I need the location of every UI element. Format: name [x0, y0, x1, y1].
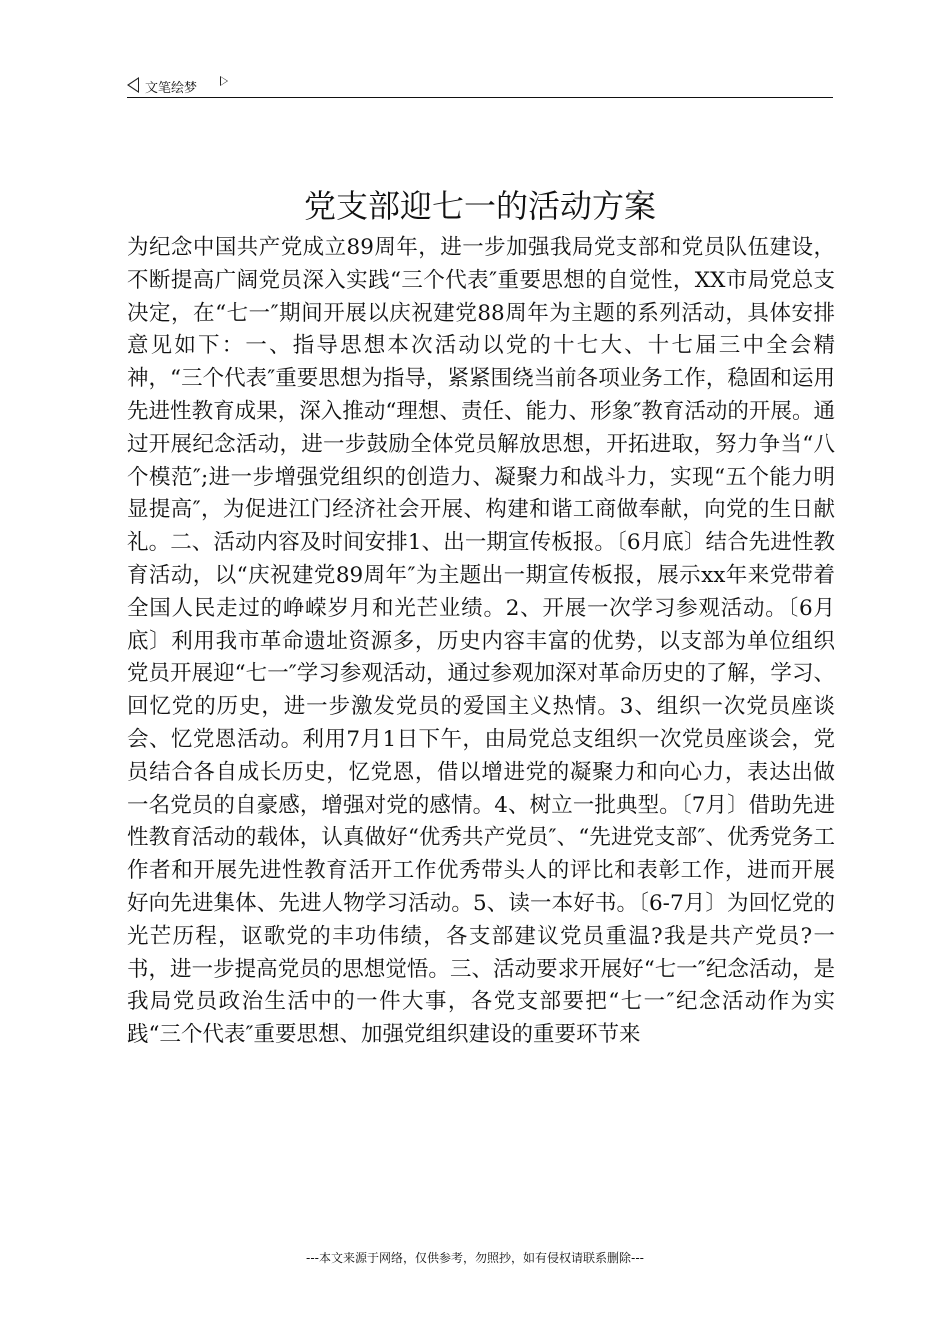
triangle-right-icon: [220, 76, 228, 86]
header-brand: 文笔绘梦: [145, 81, 198, 96]
page-header: [127, 74, 833, 98]
document-body: 为纪念中国共产党成立89周年，进一步加强我局党支部和党员队伍建设，不断提高广阔党员深入实践“三个代表″重要思想的自觉性，XX市局党总支决定，在“七一″期间开展以庆祝建党88周年为主题的系列活动，具体安排意见如下：一、指导思想本次活动以党的十七大、十七届三中全会精神，“三个代表″重要思想为指导，紧紧围绕当前各项业务工作，稳固和运用先进性教育成果，深入推动“理想、责任、能力、形象″教育活动的开展。通过开展纪念活动，进一步鼓励全体党员解放思想，开拓进取，努力争当“八个模范″;进一步增强党组织的创造力、凝聚力和战斗力，实现“五个能力明显提高″，为促进江门经济社会开展、构建和谐工商做奉献，向党的生日献礼。二、活动内容及时间安排1、出一期宣传板报。〔6月底〕结合先进性教育活动，以“庆祝建党89周年″为主题出一期宣传板报，展示xx年来党带着全国人民走过的峥嵘岁月和光芒业绩。2、开展一次学习参观活动。〔6月底〕利用我市革命遗址资源多，历史内容丰富的优势，以支部为单位组织党员开展迎“七一″学习参观活动，通过参观加深对革命历史的了解，学习、回忆党的历史，进一步激发党员的爱国主义热情。3、组织一次党员座谈会、忆党恩活动。利用7月1日下午，由局党总支组织一次党员座谈会，党员结合各自成长历史，忆党恩，借以增进党的凝聚力和向心力，表达出做一名党员的自豪感，增强对党的感情。4、树立一批典型。〔7月〕借助先进性教育活动的载体，认真做好“优秀共产党员″、“先进党支部″、优秀党务工作者和开展先进性教育活开工作优秀带头人的评比和表彰工作，进而开展好向先进集体、先进人物学习活动。5、读一本好书。〔6-7月〕为回忆党的光芒历程，讴歌党的丰功伟绩，各支部建议党员重温?我是共产党员?一书，进一步提高党员的思想觉悟。三、活动要求开展好“七一″纪念活动，是我局党员政治生活中的一件大事，各党支部要把“七一″纪念活动作为实践“三个代表″重要思想、加强党组织建设的重要环节来: [127, 235, 835, 1048]
triangle-left-icon: [127, 77, 139, 93]
footer-notice: ---本文来源于网络，仅供参考，勿照抄，如有侵权请联系删除---: [306, 1251, 644, 1265]
header-divider: [127, 97, 833, 98]
document-title: 党支部迎七一的活动方案: [303, 187, 656, 225]
